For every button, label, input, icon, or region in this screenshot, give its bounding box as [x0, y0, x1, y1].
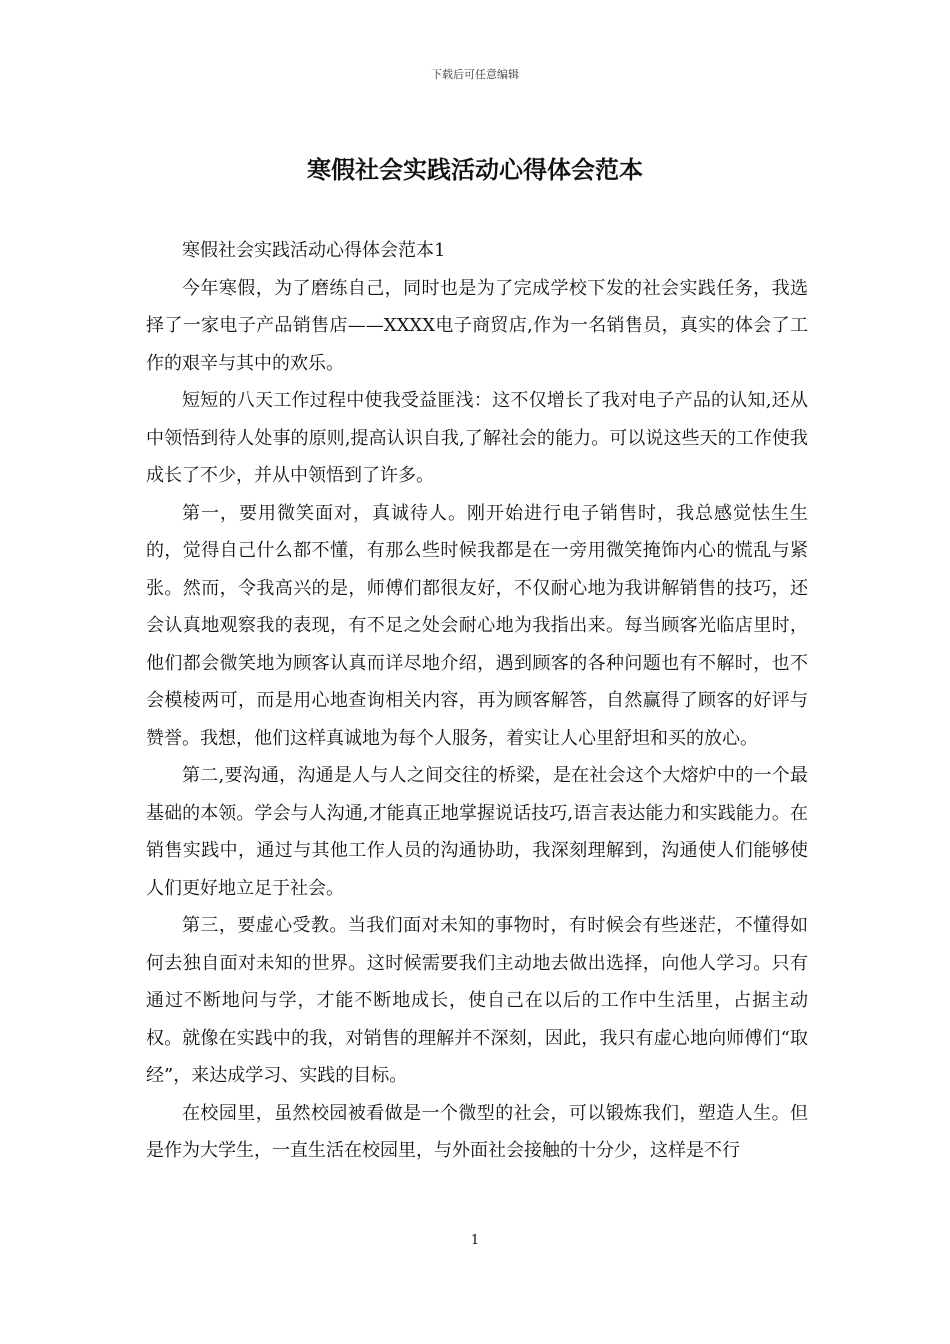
page-number: 1: [470, 1233, 480, 1248]
document-body: [146, 232, 808, 1170]
paragraph: 第二,要沟通，沟通是人与人之间交往的桥梁，是在社会这个大熔炉中的一个最基础的本领。学会与人沟通,才能真正地掌握说话技巧,语言表达能力和实践能力。在销售实践中，通过与其他工作人员的沟通协助，我深刻理解到，沟通使人们能够使人们更好地立足于社会。: [146, 765, 808, 899]
paragraph: 今年寒假，为了磨练自己，同时也是为了完成学校下发的社会实践任务，我选择了一家电子产品销售店——XXXX电子商贸店,作为一名销售员，真实的体会了工作的艰辛与其中的欢乐。: [146, 277, 808, 374]
paragraph: 第三，要虚心受教。当我们面对未知的事物时，有时候会有些迷茫，不懂得如何去独自面对未知的世界。这时候需要我们主动地去做出选择，向他人学习。只有通过不断地问与学，才能不断地成长，使自己在以后的工作中生活里，占据主动权。就像在实践中的我，对销售的理解并不深刻，因此，我只有虚心地向师傅们“取经”，来达成学习、实践的目标。: [146, 915, 808, 1086]
paragraph: 在校园里，虽然校园被看做是一个微型的社会，可以锻炼我们，塑造人生。但是作为大学生，一直生活在校园里，与外面社会接触的十分少，这样是不行: [146, 1102, 808, 1161]
paragraph: 第一，要用微笑面对，真诚待人。刚开始进行电子销售时，我总感觉怯生生的，觉得自己什么都不懂，有那么些时候我都是在一旁用微笑掩饰内心的慌乱与紧张。然而，令我高兴的是，师傅们都很友好，不仅耐心地为我讲解销售的技巧，还会认真地观察我的表现，有不足之处会耐心地为我指出来。每当顾客光临店里时，他们都会微笑地为顾客认真而详尽地介绍，遇到顾客的各种问题也有不解时，也不会模棱两可，而是用心地查询相关内容，再为顾客解答，自然赢得了顾客的好评与赞誉。我想，他们这样真诚地为每个人服务，着实让人心里舒坦和买的放心。: [146, 502, 808, 749]
section-heading: 寒假社会实践活动心得体会范本1: [182, 240, 446, 261]
document-title: 寒假社会实践活动心得体会范本: [307, 155, 643, 184]
header-note: 下载后可任意编辑: [431, 68, 519, 81]
paragraph: 短短的八天工作过程中使我受益匪浅：这不仅增长了我对电子产品的认知,还从中领悟到待人处事的原则,提高认识自我,了解社会的能力。可以说这些天的工作使我成长了不少，并从中领悟到了许多。: [146, 390, 808, 486]
